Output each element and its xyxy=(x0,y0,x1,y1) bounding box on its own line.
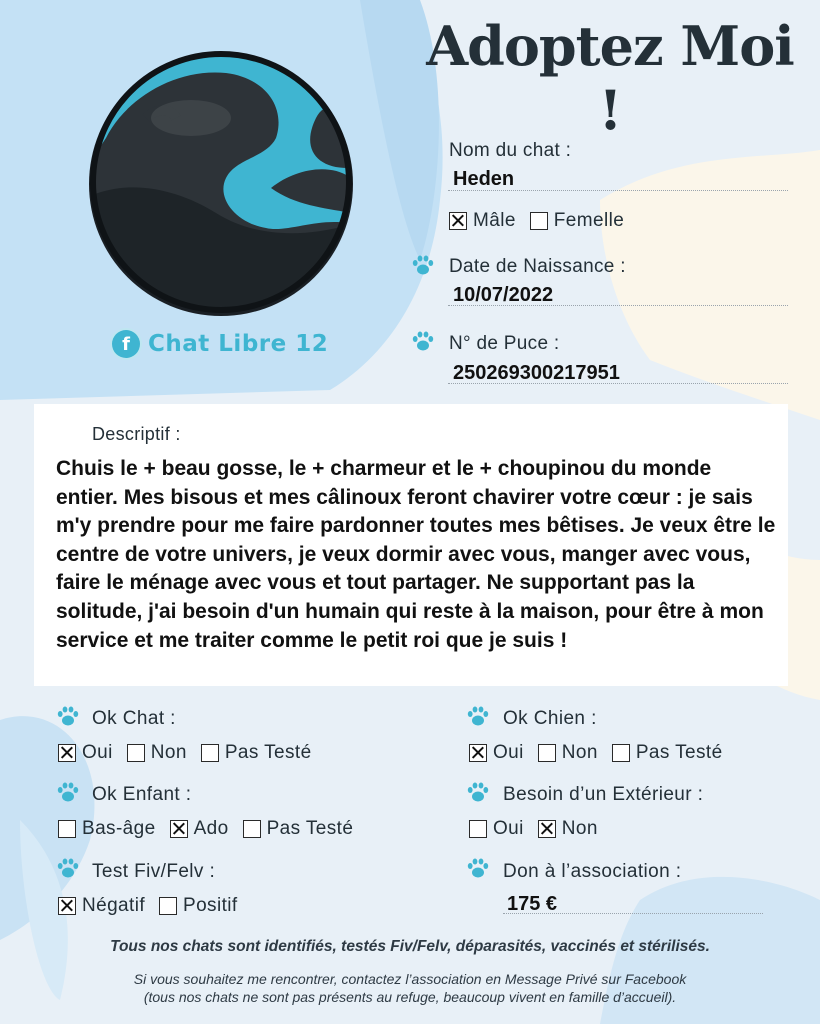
ok-chat-label: Ok Chat : xyxy=(92,708,176,729)
ok-chat-pas-teste-label: Pas Testé xyxy=(224,742,312,763)
chip-underline xyxy=(448,383,788,384)
don-value: 175 € xyxy=(507,893,558,915)
ok-chien-pas-teste-label: Pas Testé xyxy=(635,742,723,763)
birth-date-label: Date de Naissance : xyxy=(449,256,626,277)
description-label: Descriptif : xyxy=(92,424,181,444)
exterieur-oui-checkbox[interactable] xyxy=(469,820,487,838)
female-checkbox[interactable] xyxy=(530,212,548,230)
ok-chien-non-checkbox[interactable] xyxy=(538,744,556,762)
cat-globe-logo xyxy=(86,48,356,316)
page-title: Adoptez Moi ! xyxy=(426,14,794,142)
ok-chien-label: Ok Chien : xyxy=(503,708,597,729)
don-underline xyxy=(503,913,763,914)
cat-name-value: Heden xyxy=(453,168,515,190)
exterieur-oui-label: Oui xyxy=(493,818,524,839)
exterieur-options xyxy=(469,818,612,840)
ok-chat-oui-label: Oui xyxy=(82,742,113,763)
ok-chat-non-checkbox[interactable] xyxy=(127,744,145,762)
paw-icon xyxy=(56,781,80,805)
ok-chien-pas-teste-checkbox[interactable] xyxy=(612,744,630,762)
facebook-page-name: Chat Libre 12 xyxy=(148,331,329,357)
cat-name-label: Nom du chat : xyxy=(449,140,572,161)
cat-name-underline xyxy=(448,190,788,191)
paw-icon xyxy=(411,254,435,278)
footer-contact-line: Si vous souhaitez me rencontrer, contactez l’association en Message Privé sur Facebook xyxy=(133,971,687,987)
fiv-positif-label: Positif xyxy=(183,895,238,916)
ok-chien-options xyxy=(469,742,737,764)
paw-icon xyxy=(56,857,80,881)
ok-enfant-ado-checkbox[interactable] xyxy=(170,820,188,838)
fiv-negatif-checkbox[interactable] xyxy=(58,897,76,915)
male-label: Mâle xyxy=(473,210,516,231)
ok-enfant-bas-age-checkbox[interactable] xyxy=(58,820,76,838)
fiv-options xyxy=(58,895,252,917)
chip-label: N° de Puce : xyxy=(449,333,560,354)
description-text: Chuis le + beau gosse, le + charmeur et le + choupinou du monde entier. Mes bisous et mes câlinoux feront chavirer votre cœur : je sais m'y prendre pour me faire pardonner toutes mes bêtises. Je veux être le centre de votre univers, je veux dormir avec vous, manger avec vous, faire le ménage avec vous et tout partager. Ne supportant pas la solitude, j'ai besoin d'un humain qui reste à la maison, pour être à mon service et me traiter comme le petit roi que je suis ! xyxy=(56,457,776,652)
ok-enfant-bas-age-label: Bas-âge xyxy=(82,818,156,839)
exterieur-non-checkbox[interactable] xyxy=(538,820,556,838)
paw-icon xyxy=(466,705,490,729)
facebook-page-link[interactable] xyxy=(112,330,328,358)
sex-options xyxy=(449,210,638,232)
ok-enfant-ado-label: Ado xyxy=(193,818,229,839)
ok-enfant-label: Ok Enfant : xyxy=(92,784,192,805)
ok-chat-oui-checkbox[interactable] xyxy=(58,744,76,762)
female-label: Femelle xyxy=(553,210,625,231)
birth-date-underline xyxy=(448,305,788,306)
ok-chien-oui-checkbox[interactable] xyxy=(469,744,487,762)
paw-icon xyxy=(411,330,435,354)
footer-contact xyxy=(20,970,800,1006)
ok-chien-oui-label: Oui xyxy=(493,742,524,763)
exterieur-non-label: Non xyxy=(561,818,598,839)
ok-enfant-pas-teste-checkbox[interactable] xyxy=(243,820,261,838)
chip-value: 250269300217951 xyxy=(453,362,620,384)
birth-date-value: 10/07/2022 xyxy=(453,284,554,306)
ok-enfant-options xyxy=(58,818,367,840)
facebook-icon: f xyxy=(112,330,140,358)
don-label: Don à l’association : xyxy=(503,861,682,882)
fiv-negatif-label: Négatif xyxy=(82,895,146,916)
ok-chien-non-label: Non xyxy=(561,742,598,763)
ok-chat-pas-teste-checkbox[interactable] xyxy=(201,744,219,762)
fiv-positif-checkbox[interactable] xyxy=(159,897,177,915)
footer-info: Tous nos chats sont identifiés, testés Fiv/Felv, déparasités, vaccinés et stérilisés. xyxy=(110,938,710,955)
paw-icon xyxy=(466,857,490,881)
ok-enfant-pas-teste-label: Pas Testé xyxy=(266,818,354,839)
paw-icon xyxy=(56,705,80,729)
fiv-label: Test Fiv/Felv : xyxy=(92,861,216,882)
male-checkbox[interactable] xyxy=(449,212,467,230)
exterieur-label: Besoin d’un Extérieur : xyxy=(503,784,704,805)
ok-chat-non-label: Non xyxy=(150,742,187,763)
ok-chat-options xyxy=(58,742,326,764)
paw-icon xyxy=(466,781,490,805)
footer-foster-line: (tous nos chats ne sont pas présents au refuge, beaucoup vivent en famille d’accueil). xyxy=(143,989,677,1005)
